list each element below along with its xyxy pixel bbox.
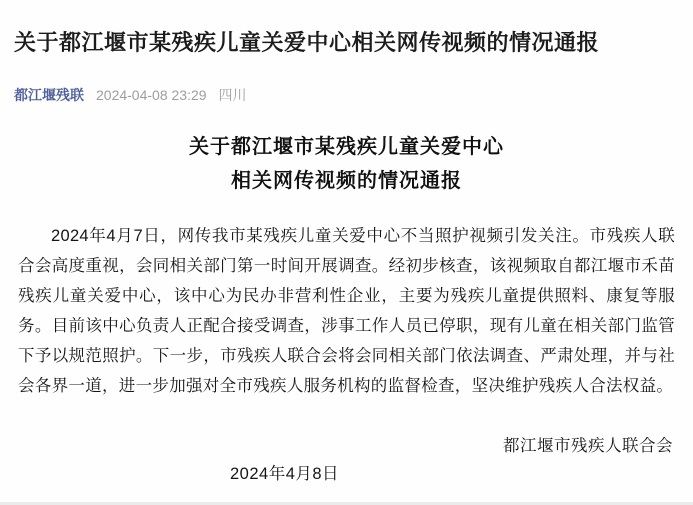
article-heading-line2: 相关网传视频的情况通报: [231, 170, 462, 193]
publish-timestamp: 2024-04-08 23:29: [96, 87, 207, 104]
signature-date: 2024年4月8日: [230, 465, 340, 484]
article-heading-line1: 关于都江堰市某残疾儿童关爱中心: [189, 136, 504, 159]
author-link[interactable]: 都江堰残联: [14, 87, 84, 104]
article-body: [18, 221, 675, 401]
article-paragraph: 2024年4月7日，网传我市某残疾儿童关爱中心不当照护视频引发关注。市残疾人联合会高度重视，会同相关部门第一时间开展调查。经初步核查，该视频取自都江堰市禾苗残疾儿童关爱中心，该中心为民办非营利性企业，主要为残疾儿童提供照料、康复等服务。目前该中心负责人正配合接受调查，涉事工作人员已停职，现有儿童在相关部门监管下予以规范照护。下一步，市残疾人联合会将会同相关部门依法调查、严肃处理，并与社会各界一道，进一步加强对全市残疾人服务机构的监督检查，坚决维护残疾人合法权益。: [18, 227, 675, 396]
byline: [0, 72, 693, 104]
publish-region: 四川: [218, 87, 247, 104]
article-heading: [0, 130, 693, 198]
signature-organization: 都江堰市残疾人联合会: [503, 437, 673, 456]
page-title: 关于都江堰市某残疾儿童关爱中心相关网传视频的情况通报: [14, 29, 600, 55]
